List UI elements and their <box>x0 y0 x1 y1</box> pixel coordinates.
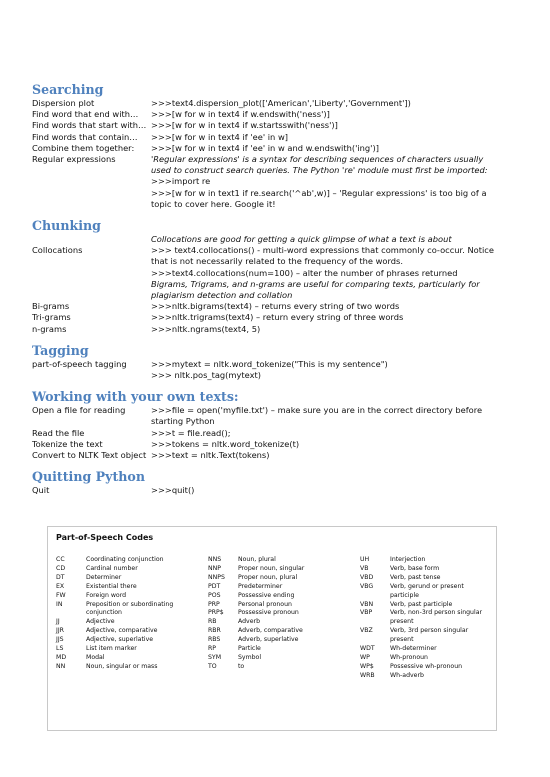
row-term: Combine them together: <box>32 142 135 153</box>
pos-code-row <box>360 672 488 681</box>
pos-code-row <box>208 636 360 645</box>
pos-code-description: Noun, singular or mass <box>86 662 158 670</box>
pos-code-description: List item marker <box>86 645 137 653</box>
reference-row <box>32 439 522 450</box>
pos-code-row <box>56 645 208 654</box>
pos-code-description: Proper noun, plural <box>238 573 298 581</box>
row-term: Open a file for reading <box>32 405 126 416</box>
row-description <box>151 143 505 154</box>
pos-code-row <box>208 645 360 654</box>
pos-code: CD <box>56 564 66 572</box>
row-description <box>151 485 505 496</box>
pos-codes-columns <box>56 556 488 681</box>
row-description <box>151 439 505 450</box>
row-term: Find word that end with… <box>32 109 139 120</box>
description-line: Bigrams, Trigrams, and n-grams are useful for comparing texts, particularly for plagiarism detection and collation <box>151 278 480 301</box>
pos-code: SYM <box>208 653 222 661</box>
pos-code: PDT <box>208 582 221 590</box>
pos-code: JJ <box>56 618 60 626</box>
pos-code: WP$ <box>360 662 374 670</box>
description-line: >>>text4.dispersion_plot(['American','Liberty','Government']) <box>151 98 411 108</box>
pos-code: WRB <box>360 671 375 679</box>
reference-row <box>32 154 522 210</box>
pos-code-description: Verb, past tense <box>390 573 441 581</box>
pos-code-row <box>56 592 208 601</box>
pos-code-description: Modal <box>86 653 105 661</box>
pos-code-description: Wh-determiner <box>390 645 437 653</box>
pos-column <box>208 556 360 681</box>
pos-code-row <box>360 583 488 601</box>
description-line: >>>[w for w in text1 if re.search('^ab',w)] – 'Regular expressions' is too big of a topic to cover here. Google it! <box>151 187 487 209</box>
pos-code: PRP$ <box>208 609 224 617</box>
pos-code-row <box>56 618 208 627</box>
pos-code-row <box>56 627 208 636</box>
pos-code-description: Noun, plural <box>238 556 276 563</box>
pos-column <box>360 556 488 681</box>
pos-code-row <box>208 583 360 592</box>
pos-code-description: Wh-pronoun <box>390 653 428 661</box>
pos-code-description: Symbol <box>238 653 262 661</box>
pos-codes-title: Part-of-Speech Codes <box>56 533 154 542</box>
pos-code-row <box>208 654 360 663</box>
row-term: Find words that contain… <box>32 131 138 142</box>
section <box>32 469 522 496</box>
pos-code-row <box>208 618 360 627</box>
description-line: >>>[w for w in text4 if 'ee' in w and w.endswith('ing')] <box>151 142 379 153</box>
pos-code-description: Foreign word <box>86 591 127 599</box>
reference-row <box>32 234 522 245</box>
row-description <box>151 120 505 131</box>
row-term: Dispersion plot <box>32 98 95 108</box>
pos-code: VBG <box>360 582 374 590</box>
row-term: Bi-grams <box>32 301 70 312</box>
pos-code-row <box>56 583 208 592</box>
reference-row <box>32 120 522 131</box>
description-line: >>>import re <box>151 176 211 187</box>
pos-code-row <box>208 592 360 601</box>
row-description <box>151 450 505 461</box>
pos-code-row <box>56 636 208 645</box>
pos-code-description: Existential there <box>86 582 137 590</box>
row-term: Read the file <box>32 427 85 438</box>
reference-row <box>32 301 522 312</box>
pos-code-description: Adjective <box>86 618 115 626</box>
row-term: Collocations <box>32 245 83 256</box>
reference-row <box>32 428 522 439</box>
row-description <box>151 324 505 335</box>
description-line: >>>nltk.trigrams(text4) – return every string of three words <box>151 312 404 323</box>
description-line: >>>text4.collocations(num=100) – alter the number of phrases returned <box>151 267 458 278</box>
pos-code: NNP <box>208 564 221 572</box>
description-line: >>>quit() <box>151 485 195 496</box>
pos-code: POS <box>208 591 221 599</box>
pos-code: VBP <box>360 609 373 617</box>
pos-code: DT <box>56 573 65 581</box>
row-term: Quit <box>32 485 50 496</box>
section-heading: Chunking <box>32 218 101 234</box>
description-line: >>>tokens = nltk.word_tokenize(t) <box>151 438 300 449</box>
section-heading: Tagging <box>32 342 89 358</box>
row-description <box>151 312 505 323</box>
pos-code-description: to <box>238 662 245 670</box>
description-line: >>>text = nltk.Text(tokens) <box>151 450 270 461</box>
description-line: >>> text4.collocations() - multi-word expressions that commonly co-occur. Notice that is not necessarily related to the frequency of the words. <box>151 245 494 267</box>
description-line: >>>[w for w in text4 if w.endswith('ness')] <box>151 109 330 120</box>
pos-code-row <box>208 609 360 618</box>
pos-code-description: Interjection <box>390 556 426 563</box>
pos-code-description: Adverb, superlative <box>238 636 299 644</box>
pos-code: VB <box>360 564 369 572</box>
pos-code-description: Verb, gerund or present participle <box>390 582 464 599</box>
section <box>32 218 522 335</box>
description-line: 'Regular expressions' is a syntax for describing sequences of characters usually used to construct search queries. The Python 're' module must first be imported: <box>151 154 488 176</box>
pos-code-description: Proper noun, singular <box>238 564 305 572</box>
pos-code-row <box>360 565 488 574</box>
pos-code: RP <box>208 645 217 653</box>
pos-code: LS <box>56 645 64 653</box>
pos-code-row <box>56 556 208 565</box>
pos-code-description: Cardinal number <box>86 564 138 572</box>
reference-row <box>32 485 522 496</box>
pos-code-description: Possessive pronoun <box>238 609 299 617</box>
row-description <box>151 245 505 301</box>
pos-code-row <box>208 556 360 565</box>
reference-row <box>32 132 522 143</box>
pos-code-description: Adverb, comparative <box>238 627 303 635</box>
pos-code: FW <box>56 591 66 599</box>
section-heading: Searching <box>32 82 104 97</box>
pos-code: VBZ <box>360 627 373 635</box>
reference-row <box>32 359 522 381</box>
pos-code: UH <box>360 556 370 563</box>
pos-code-description: Adjective, comparative <box>86 627 158 635</box>
pos-code: PRP <box>208 600 220 608</box>
row-term: Tokenize the text <box>32 438 103 449</box>
pos-codes-box <box>47 526 497 731</box>
pos-code-description: Verb, base form <box>390 564 440 572</box>
pos-column <box>56 556 208 681</box>
reference-row <box>32 312 522 323</box>
pos-code: WDT <box>360 645 375 653</box>
pos-code-description: Verb, past participle <box>390 600 453 608</box>
row-term: n-grams <box>32 323 67 334</box>
row-term: Regular expressions <box>32 154 116 165</box>
pos-code-row <box>56 663 208 672</box>
pos-code-description: Preposition or subordinating conjunction <box>86 600 174 617</box>
pos-code-row <box>208 565 360 574</box>
description-line: Collocations are good for getting a quick glimpse of what a text is about <box>151 234 452 245</box>
pos-code: VBD <box>360 573 374 581</box>
pos-code: RBS <box>208 636 221 644</box>
row-term: part-of-speech tagging <box>32 358 127 369</box>
pos-code-description: Possessive wh-pronoun <box>390 662 463 670</box>
description-line: >>>mytext = nltk.word_tokenize("This is my sentence") <box>151 358 388 369</box>
row-description <box>151 154 505 210</box>
reference-row <box>32 324 522 335</box>
pos-code-description: Adjective, superlative <box>86 636 154 644</box>
reference-row <box>32 98 522 109</box>
pos-code-description: Determiner <box>86 573 122 581</box>
pos-code-row <box>360 663 488 672</box>
pos-code-description: Predeterminer <box>238 582 283 590</box>
pos-code-row <box>208 627 360 636</box>
row-description <box>151 405 505 427</box>
description-line: >>>[w for w in text4 if 'ee' in w] <box>151 131 288 142</box>
pos-code-description: Verb, 3rd person singular present <box>390 627 469 644</box>
pos-code-row <box>56 654 208 663</box>
reference-row <box>32 143 522 154</box>
row-description <box>151 98 505 109</box>
pos-code: EX <box>56 582 65 590</box>
description-line: >>>[w for w in text4 if w.startsswith('ness')] <box>151 120 338 131</box>
row-description <box>151 132 505 143</box>
pos-code: CC <box>56 556 65 563</box>
pos-code: NN <box>56 662 66 670</box>
section-heading: Quitting Python <box>32 469 145 485</box>
pos-code: VBN <box>360 600 374 608</box>
description-line: >>>file = open('myfile.txt') – make sure you are in the correct directory before starting Python <box>151 405 483 427</box>
row-term: Tri-grams <box>32 312 71 323</box>
pos-code: JJS <box>56 636 64 644</box>
pos-code: NNS <box>208 556 222 563</box>
row-description <box>151 428 505 439</box>
reference-row <box>32 450 522 461</box>
description-line: >>>nltk.ngrams(text4, 5) <box>151 323 261 334</box>
pos-code-description: Personal pronoun <box>238 600 292 608</box>
pos-code: JJR <box>56 627 64 635</box>
description-line: >>>t = file.read(); <box>151 427 231 438</box>
pos-code-row <box>360 574 488 583</box>
row-description <box>151 359 505 381</box>
description-line: >>> nltk.pos_tag(mytext) <box>151 370 262 381</box>
section <box>32 343 522 381</box>
row-term: Convert to NLTK Text object <box>32 450 147 461</box>
pos-code: RBR <box>208 627 221 635</box>
row-term <box>32 234 151 245</box>
pos-code-row <box>56 601 208 619</box>
pos-code-row <box>360 601 488 610</box>
pos-code-row <box>56 574 208 583</box>
row-description <box>151 109 505 120</box>
row-description <box>151 301 505 312</box>
pos-code-description: Wh-adverb <box>390 671 424 679</box>
reference-row <box>32 245 522 301</box>
reference-row <box>32 109 522 120</box>
pos-code-row <box>208 574 360 583</box>
pos-code-row <box>360 645 488 654</box>
pos-code-row <box>360 654 488 663</box>
section-heading: Working with your own texts: <box>32 389 239 405</box>
pos-code-description: Verb, non-3rd person singular present <box>390 609 483 626</box>
section <box>32 389 522 461</box>
row-description <box>151 234 505 245</box>
reference-content <box>32 82 522 504</box>
pos-code: MD <box>56 653 67 661</box>
pos-code: NNPS <box>208 573 225 581</box>
pos-code: RB <box>208 618 217 626</box>
pos-code-description: Possessive ending <box>238 591 295 599</box>
pos-code-description: Adverb <box>238 618 260 626</box>
pos-code-row <box>360 627 488 645</box>
pos-code-row <box>56 565 208 574</box>
pos-code-row <box>360 556 488 565</box>
pos-code: IN <box>56 600 63 608</box>
section <box>32 82 522 210</box>
pos-code-row <box>208 663 360 672</box>
pos-code-description: Coordinating conjunction <box>86 556 164 563</box>
row-term: Find words that start with… <box>32 120 147 131</box>
pos-code-description: Particle <box>238 645 261 653</box>
pos-code-row <box>360 609 488 627</box>
pos-code: WP <box>360 653 370 661</box>
reference-row <box>32 405 522 427</box>
pos-code: TO <box>208 662 217 670</box>
description-line: >>>nltk.bigrams(text4) – returns every string of two words <box>151 301 400 312</box>
pos-code-row <box>208 601 360 610</box>
